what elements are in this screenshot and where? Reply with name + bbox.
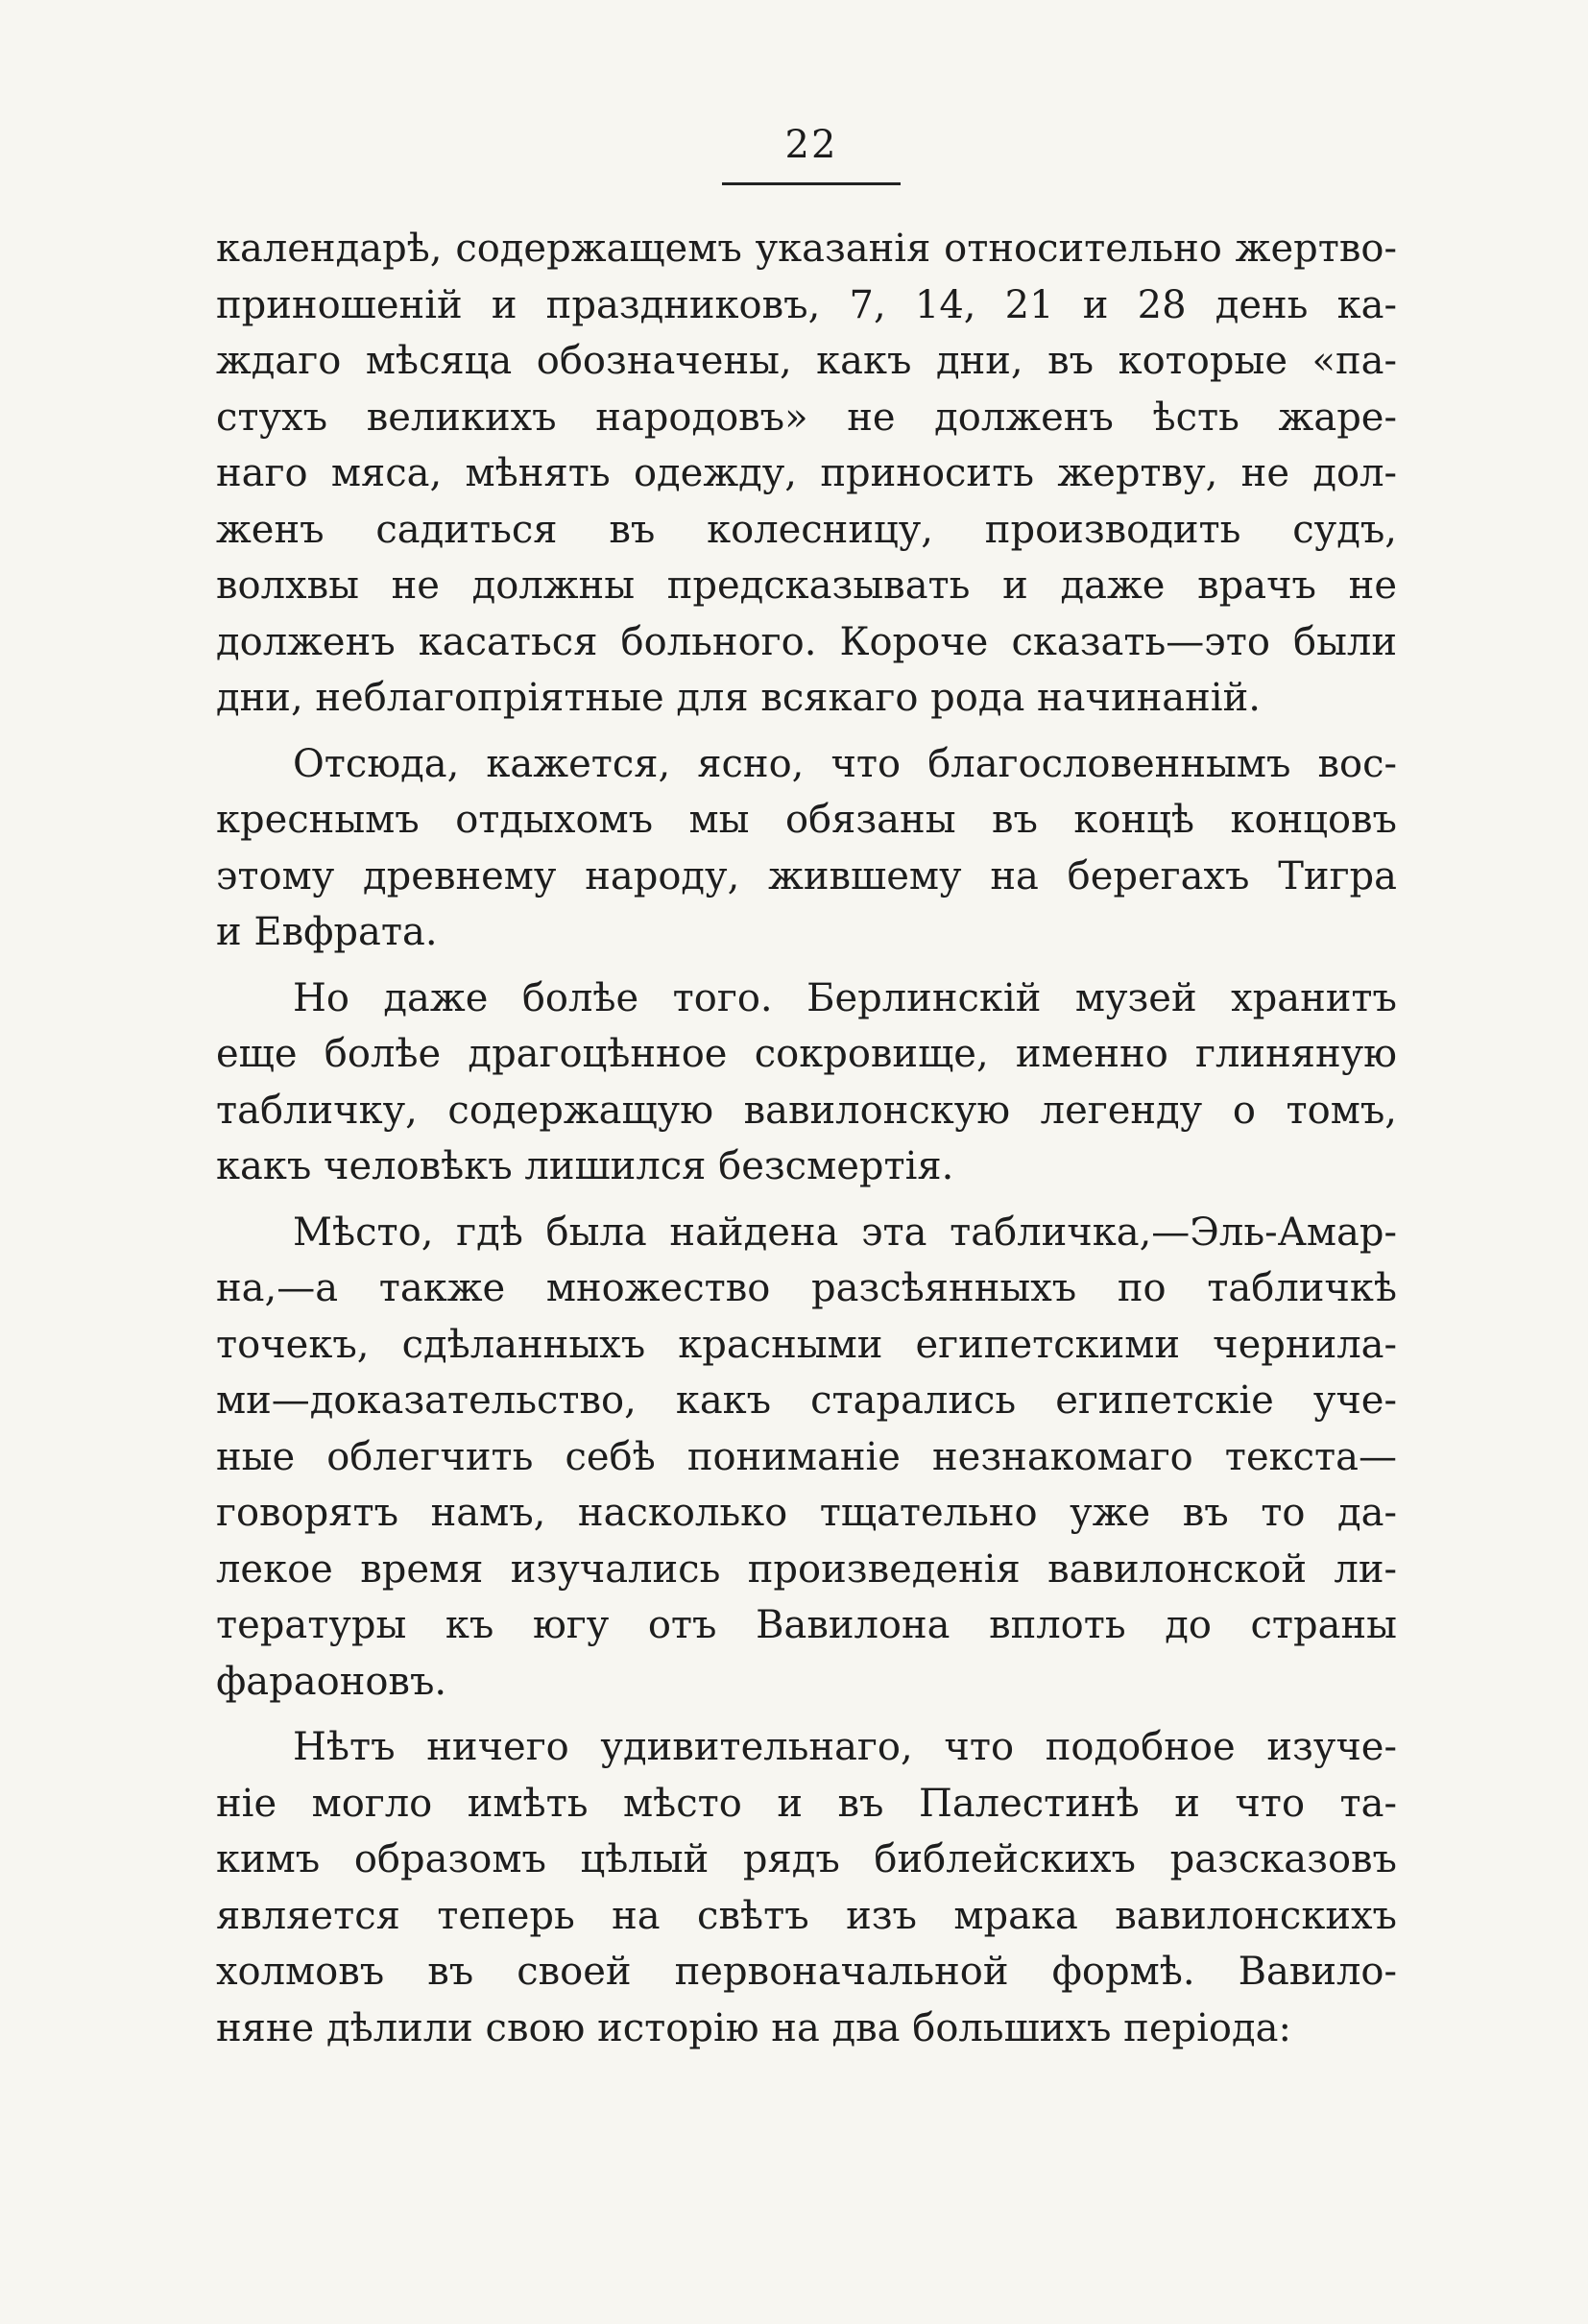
text-line: является теперь на свѣтъ изъ мрака вавилонскихъ [216,1893,1397,1938]
text-line: точекъ, сдѣланныхъ красными египетскими чернила- [216,1322,1397,1367]
page-number-rule [722,182,901,185]
text-line: ждаго мѣсяца обозначены, какъ дни, въ которые «па- [216,339,1397,383]
paragraph [216,1719,1397,2056]
text-line: Отсюда, кажется, ясно, что благословеннымъ вос- [293,741,1397,786]
text-line: няне дѣлили свою исторію на два большихъ періода: [216,2005,1291,2050]
text-line: какъ человѣкъ лишился безсмертія. [216,1144,954,1188]
paragraph-gap [216,1710,1397,1719]
body-text [216,221,1397,2056]
page-number: 22 [784,123,838,167]
text-line: женъ садиться въ колесницу, производить судъ, [216,507,1397,552]
text-line: дни, неблагопріятные для всякаго рода начинаній. [216,676,1261,720]
text-line: на,—а также множество разсѣянныхъ по табличкѣ [216,1266,1397,1310]
text-line: календарѣ, содержащемъ указанія относительно жертво- [216,227,1397,271]
text-line: говорятъ намъ, насколько тщательно уже въ то да- [216,1491,1397,1535]
text-line: еще болѣе драгоцѣнное сокровище, именно глиняную [216,1032,1397,1076]
text-line: приношеній и праздниковъ, 7, 14, 21 и 28 день ка- [216,282,1397,327]
text-line: долженъ касаться больного. Короче сказать—это были [216,619,1397,664]
text-line: наго мяса, мѣнять одежду, приносить жертву, не дол- [216,451,1397,495]
paragraph-gap [216,961,1397,970]
paragraph [216,221,1397,727]
text-line: волхвы не должны предсказывать и даже врачъ не [216,563,1397,608]
text-line: ми—доказательство, какъ старались египетскіе уче- [216,1378,1397,1423]
text-line: тературы къ югу отъ Вавилона вплоть до страны [216,1603,1397,1647]
text-line: ніе могло имѣть мѣсто и въ Палестинѣ и что та- [216,1781,1397,1826]
text-line: Но даже болѣе того. Берлинскій музей хранитъ [293,975,1397,1020]
text-line: лекое время изучались произведенія вавилонской ли- [216,1546,1397,1592]
paragraph-gap [216,727,1397,736]
text-line: холмовъ въ своей первоначальной формѣ. Вавило- [216,1950,1397,1994]
text-line: фараоновъ. [216,1659,447,1704]
text-line: ные облегчить себѣ пониманіе незнакомаго текста— [216,1434,1397,1479]
paragraph [216,970,1397,1195]
text-line: Нѣтъ ничего удивительнаго, что подобное изуче- [293,1725,1397,1769]
text-line: табличку, содержащую вавилонскую легенду о томъ, [216,1088,1397,1133]
text-line: этому древнему народу, жившему на берегахъ Тигра [216,853,1397,898]
text-line: Мѣсто, гдѣ была найдена эта табличка,—Эль-Амар- [293,1210,1397,1255]
text-line: и Евфрата. [216,910,438,954]
text-line: креснымъ отдыхомъ мы обязаны въ концѣ концовъ [216,798,1397,842]
paragraph [216,736,1397,961]
text-line: кимъ образомъ цѣлый рядъ библейскихъ разсказовъ [216,1837,1397,1881]
text-line: стухъ великихъ народовъ» не долженъ ѣсть жаре- [216,395,1397,440]
paragraph-gap [216,1195,1397,1205]
paragraph [216,1205,1397,1711]
